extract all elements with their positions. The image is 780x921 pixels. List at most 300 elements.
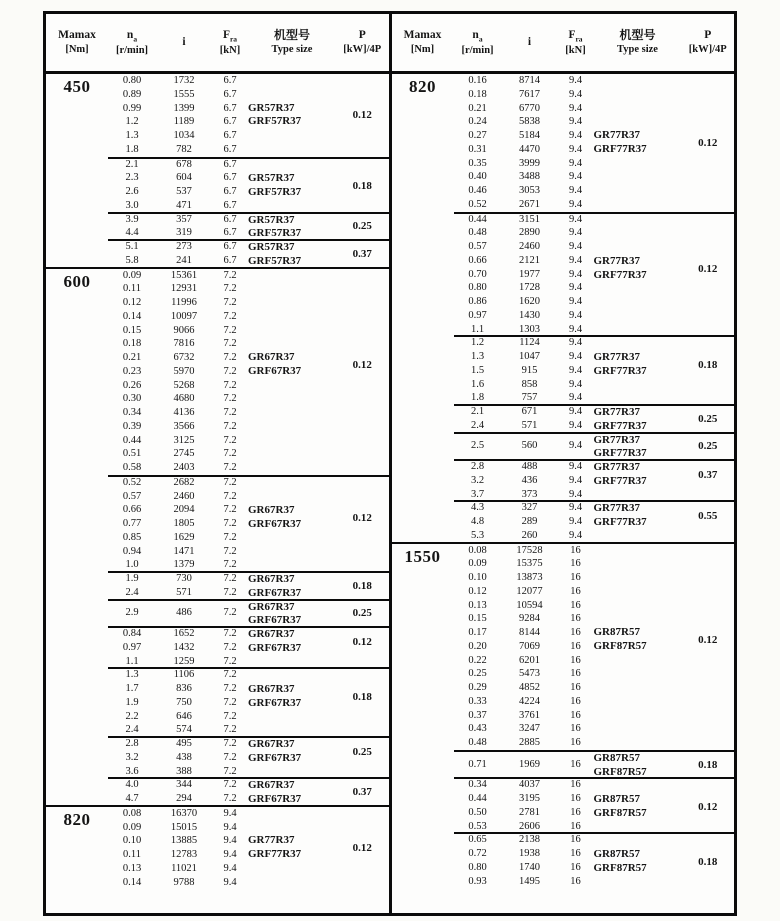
subscript: a: [478, 33, 483, 43]
radial-force-value: 9.4: [568, 75, 583, 86]
column-header-i-label: i: [182, 36, 186, 49]
ratio-value: 6732: [173, 352, 195, 363]
power-value: 0.12: [698, 136, 718, 149]
section-label-column: [46, 74, 108, 267]
ratio-value: 16370: [170, 807, 198, 819]
na-value: 0.89: [122, 88, 142, 100]
type-size: GR77R37: [593, 502, 640, 515]
radial-force-value: 7.2: [223, 751, 237, 763]
power-box: [682, 434, 735, 460]
na-value: 0.35: [468, 157, 487, 169]
na-value: 0.44: [468, 793, 487, 804]
column-header-fra-unit: [kN]: [565, 44, 586, 56]
na-value: 0.14: [122, 876, 142, 888]
ratio-value: 1303: [519, 323, 540, 335]
c-na-column: [454, 74, 502, 212]
type-size-column: [248, 269, 336, 475]
power-value: 0.25: [352, 220, 372, 233]
section-label: 820: [63, 809, 91, 829]
power-value: 0.12: [352, 358, 372, 371]
na-value: 1.1: [125, 655, 139, 667]
na-value: 0.24: [468, 116, 487, 128]
c-i-column: [156, 601, 212, 627]
radial-force-value: 6.7: [223, 75, 237, 86]
ratio-value: 1728: [519, 282, 540, 294]
type-size: GRF87R57: [593, 639, 647, 652]
radial-force-value: 16: [570, 640, 581, 652]
column-header-mamax-unit: [Nm]: [410, 44, 435, 56]
c-na-column: [108, 269, 156, 475]
radial-force-value: 7.2: [223, 269, 237, 281]
section-groups: [108, 807, 389, 890]
power-value: 0.12: [698, 633, 718, 646]
ratio-value: 1732: [173, 75, 195, 86]
na-value: 2.5: [470, 440, 485, 452]
c-i-column: [502, 834, 558, 887]
ratio-value: 319: [176, 227, 192, 239]
column-header-type-unit: Type size: [271, 44, 313, 56]
na-value: 4.4: [125, 227, 139, 239]
c-i-column: [502, 214, 558, 336]
radial-force-value: 7.2: [223, 779, 237, 791]
radial-force-value: 6.7: [223, 199, 237, 211]
power-column: [682, 779, 735, 832]
ratio-value: 9066: [173, 324, 195, 336]
na-value: 2.4: [125, 586, 139, 598]
radial-force-value: 16: [570, 806, 581, 818]
section-label: 1550: [404, 546, 441, 566]
na-value: 0.57: [122, 490, 142, 502]
power-spacer: [336, 807, 389, 835]
c-na-column: [108, 628, 156, 667]
radial-force-value: 7.2: [223, 765, 237, 777]
c-na-column: [454, 337, 502, 404]
section-label: 820: [409, 77, 436, 96]
c-fra-column: [558, 834, 594, 887]
na-value: 0.58: [122, 462, 142, 473]
ratio-value: 1124: [519, 337, 540, 349]
radial-force-value: 9.4: [223, 835, 237, 847]
na-value: 1.8: [470, 392, 485, 404]
ratio-value: 3761: [519, 709, 540, 721]
c-i-column: [502, 502, 558, 541]
type-size: GR87R57: [593, 793, 640, 805]
type-size: GR87R57: [593, 751, 640, 764]
na-value: 0.48: [468, 227, 487, 239]
ratio-value: 357: [176, 213, 192, 225]
power-column: [336, 738, 389, 777]
radial-force-value: 16: [570, 695, 581, 707]
radial-force-value: 16: [570, 558, 581, 570]
radial-force-value: 9.4: [568, 364, 583, 376]
ratio-value: 15375: [516, 558, 543, 570]
type-size: GRF77R37: [593, 142, 647, 155]
na-value: 0.31: [468, 143, 487, 155]
na-value: 0.40: [468, 171, 487, 183]
power-box: [336, 102, 389, 130]
spec-group: [108, 212, 389, 240]
type-size: GR77R37: [593, 129, 640, 141]
power-value: 0.12: [698, 262, 718, 275]
ratio-value: 2094: [173, 504, 195, 516]
type-size-column: [594, 406, 682, 432]
ratio-value: 1106: [173, 669, 195, 681]
column-header-i-label: i: [527, 36, 532, 49]
spec-group: [454, 335, 735, 404]
power-value: 0.18: [698, 358, 718, 371]
ratio-value: 1259: [173, 655, 195, 667]
radial-force-value: 16: [570, 682, 581, 693]
ratio-value: 4224: [519, 695, 540, 707]
power-value: 0.18: [698, 758, 718, 771]
ratio-value: 12077: [516, 585, 543, 597]
type-size: GR77R37: [593, 351, 640, 363]
spec-group: [108, 807, 389, 890]
type-size-column: [248, 601, 336, 627]
c-fra-column: [212, 74, 248, 157]
c-i-column: [502, 461, 558, 500]
na-value: 1.6: [470, 378, 485, 390]
radial-force-value: 7.2: [223, 324, 237, 336]
ratio-value: 571: [521, 419, 538, 431]
ratio-value: 1977: [519, 268, 540, 280]
radial-force-value: 7.2: [223, 504, 237, 516]
na-value: 0.08: [468, 544, 487, 556]
na-value: 0.17: [468, 627, 487, 638]
power-column: [682, 544, 735, 750]
spec-group: [108, 74, 389, 157]
column-header-type-unit: Type size: [617, 44, 658, 56]
c-fra-column: [558, 434, 594, 460]
type-size: GR67R37: [248, 351, 295, 363]
radial-force-value: 9.4: [568, 502, 583, 514]
power-column: [682, 337, 735, 404]
type-size: GRF57R37: [248, 254, 302, 267]
power-box: [682, 255, 735, 283]
c-fra-column: [212, 601, 248, 627]
radial-force-value: 9.4: [568, 157, 583, 169]
ratio-value: 9788: [173, 876, 195, 888]
c-na-column: [108, 779, 156, 805]
ratio-value: 11996: [171, 297, 197, 308]
radial-force-value: 9.4: [223, 849, 237, 860]
column-header-i: [502, 35, 558, 50]
radial-force-value: 9.4: [568, 185, 583, 196]
ratio-value: 858: [521, 378, 538, 390]
subscript: ra: [229, 33, 238, 43]
c-i-column: [156, 159, 212, 212]
column-header-p-unit: [kW]/4P: [343, 44, 382, 56]
c-i-column: [502, 74, 558, 212]
type-size: GR57R37: [248, 213, 295, 226]
type-size: GRF77R37: [593, 268, 647, 281]
radial-force-value: 9.4: [568, 337, 583, 349]
ratio-value: 3488: [519, 171, 540, 183]
c-fra-column: [558, 752, 594, 778]
type-size: GRF77R37: [593, 516, 647, 528]
column-header-type-label: 机型号: [273, 27, 310, 42]
radial-force-value: 7.2: [223, 669, 237, 681]
ratio-value: 1034: [173, 130, 195, 141]
type-size: GR77R37: [593, 433, 640, 446]
ratio-value: 15361: [170, 269, 198, 281]
column-header-mamax: [46, 28, 108, 57]
radial-force-value: 9.4: [223, 821, 237, 833]
type-size: GR67R37: [248, 573, 295, 585]
ratio-value: 9284: [519, 613, 540, 625]
radial-force-value: 7.2: [223, 724, 237, 736]
spec-group: [454, 404, 735, 432]
ratio-value: 4470: [519, 143, 540, 155]
ratio-value: 1047: [519, 351, 540, 362]
c-na-column: [108, 807, 156, 890]
type-size: GR87R57: [593, 848, 640, 860]
radial-force-value: 7.2: [223, 448, 237, 460]
section-label-column: [46, 807, 108, 890]
type-size: GRF77R37: [593, 364, 647, 377]
ratio-value: 436: [521, 474, 538, 486]
na-value: 0.37: [468, 709, 487, 721]
radial-force-value: 16: [570, 848, 581, 859]
radial-force-value: 16: [570, 723, 581, 735]
column-header-p: [336, 28, 389, 57]
type-size: GRF67R37: [248, 364, 302, 377]
power-spacer: [682, 834, 735, 848]
type-size-column: [248, 573, 336, 599]
type-size: GRF87R57: [593, 861, 647, 874]
ratio-value: 13873: [516, 572, 543, 583]
radial-force-value: 9.4: [568, 116, 583, 128]
c-na-column: [454, 544, 502, 750]
type-size-column: [594, 461, 682, 500]
type-size-column: [248, 628, 336, 667]
power-box: [682, 793, 735, 821]
ratio-value: 289: [521, 516, 538, 527]
ratio-value: 4136: [173, 407, 195, 418]
power-box: [682, 351, 735, 379]
radial-force-value: 9.4: [568, 143, 583, 155]
type-size: GRF67R37: [248, 696, 302, 709]
type-size: GRF77R37: [593, 474, 647, 487]
na-value: 0.66: [122, 504, 142, 516]
sections: [46, 74, 389, 913]
ratio-value: 915: [521, 364, 538, 376]
na-value: 0.44: [468, 213, 487, 225]
radial-force-value: 16: [570, 820, 581, 832]
power-box: [336, 601, 389, 627]
ratio-value: 260: [521, 529, 538, 541]
type-size: GR57R37: [248, 172, 295, 185]
power-spacer: [682, 544, 735, 627]
power-box: [336, 172, 389, 200]
na-value: 0.94: [122, 545, 142, 557]
column-header-mamax-label: Mamax: [403, 29, 442, 42]
column-header-na-label: $n_a$: [126, 28, 138, 43]
ratio-value: 671: [521, 406, 538, 417]
ratio-value: 15015: [170, 821, 198, 833]
type-size-column: [248, 74, 336, 157]
c-fra-column: [558, 461, 594, 500]
radial-force-value: 7.2: [223, 518, 237, 529]
type-size: GRF67R37: [248, 751, 302, 764]
na-value: 0.26: [122, 379, 142, 391]
na-value: 1.2: [125, 116, 139, 128]
type-size: GRF57R37: [248, 115, 302, 128]
radial-force-value: 6.7: [223, 213, 237, 225]
na-value: 0.20: [468, 640, 487, 652]
ratio-value: 1471: [173, 545, 195, 557]
type-size-column: [248, 477, 336, 571]
na-value: 0.18: [468, 88, 487, 100]
radial-force-value: 6.7: [223, 116, 237, 128]
section-1550: [392, 542, 735, 888]
ratio-value: 537: [176, 186, 192, 197]
na-value: 0.29: [468, 682, 487, 693]
power-value: 0.55: [698, 510, 718, 522]
na-value: 4.0: [125, 779, 139, 791]
column-header-p-unit: [kW]/4P: [688, 44, 727, 56]
na-value: 4.3: [470, 502, 485, 514]
c-na-column: [454, 752, 502, 778]
radial-force-value: 7.2: [223, 641, 237, 653]
ratio-value: 1495: [519, 875, 540, 887]
radial-force-value: 9.4: [568, 296, 583, 307]
c-fra-column: [212, 477, 248, 571]
ratio-value: 2885: [519, 737, 540, 748]
ratio-value: 3053: [519, 185, 540, 196]
power-value: 0.12: [352, 635, 372, 648]
na-value: 0.86: [468, 296, 487, 307]
c-fra-column: [212, 738, 248, 777]
ratio-value: 495: [176, 738, 192, 749]
c-i-column: [502, 544, 558, 750]
radial-force-value: 9.4: [568, 268, 583, 280]
ratio-value: 13885: [170, 835, 198, 847]
na-value: 0.10: [468, 572, 487, 583]
c-i-column: [156, 807, 212, 890]
c-i-column: [156, 738, 212, 777]
ratio-value: 7816: [173, 338, 195, 350]
ratio-value: 344: [176, 779, 192, 791]
ratio-value: 646: [176, 710, 192, 722]
ratio-value: 1938: [519, 848, 540, 859]
c-na-column: [454, 434, 502, 460]
power-box: [336, 683, 389, 711]
radial-force-value: 6.7: [223, 158, 237, 170]
section-450: [46, 74, 389, 267]
power-column: [336, 159, 389, 212]
ratio-value: 678: [176, 158, 192, 170]
ratio-value: 1430: [519, 309, 540, 321]
radial-force-value: 7.2: [223, 379, 237, 391]
radial-force-value: 16: [570, 709, 581, 721]
power-box: [682, 626, 735, 654]
radial-force-value: 9.4: [568, 461, 583, 472]
type-size: GR77R37: [593, 406, 640, 418]
type-size: GRF87R57: [593, 765, 647, 778]
spec-group: [454, 212, 735, 336]
subscript: ra: [575, 33, 583, 43]
type-size: GR67R37: [248, 683, 295, 695]
na-value: 0.84: [122, 628, 142, 639]
na-value: 3.6: [125, 765, 139, 777]
power-column: [682, 461, 735, 500]
power-box: [336, 573, 389, 599]
ratio-value: 373: [521, 488, 538, 500]
power-column: [682, 74, 735, 212]
na-value: 0.52: [468, 198, 487, 210]
na-value: 2.4: [125, 724, 139, 736]
power-box: [682, 752, 735, 778]
na-value: 0.23: [122, 365, 142, 377]
column-header-fra: [558, 28, 594, 58]
radial-force-value: 7.2: [223, 710, 237, 722]
power-column: [336, 573, 389, 599]
ratio-value: 8714: [519, 75, 540, 86]
radial-force-value: 9.4: [568, 406, 583, 417]
table-half-left: [46, 14, 389, 913]
c-na-column: [108, 738, 156, 777]
ratio-value: 2745: [173, 448, 195, 460]
c-fra-column: [212, 241, 248, 267]
na-value: 2.9: [125, 607, 139, 619]
spec-group: [454, 832, 735, 887]
ratio-value: 2682: [173, 476, 195, 488]
spec-group: [454, 432, 735, 460]
type-size-column: [594, 434, 682, 460]
na-value: 0.50: [468, 806, 487, 818]
na-value: 0.13: [122, 862, 142, 874]
radial-force-value: 7.2: [223, 655, 237, 667]
ratio-value: 294: [176, 793, 192, 804]
na-value: 0.21: [122, 352, 142, 363]
radial-force-value: 7.2: [223, 365, 237, 377]
na-value: 3.2: [470, 474, 485, 486]
ratio-value: 3151: [519, 213, 540, 225]
ratio-value: 7617: [519, 88, 540, 100]
ratio-value: 4852: [519, 682, 540, 693]
c-na-column: [108, 159, 156, 212]
ratio-value: 10594: [516, 599, 543, 611]
radial-force-value: 9.4: [568, 474, 583, 486]
na-value: 0.10: [122, 835, 142, 847]
c-fra-column: [212, 628, 248, 667]
power-column: [682, 434, 735, 460]
power-value: 0.18: [698, 855, 718, 868]
type-size: GR77R37: [593, 254, 640, 267]
na-value: 0.48: [468, 737, 487, 748]
power-column: [336, 807, 389, 890]
radial-force-value: 7.2: [223, 696, 237, 708]
type-size-column: [248, 779, 336, 805]
ratio-value: 3999: [519, 157, 540, 169]
c-i-column: [156, 214, 212, 240]
na-value: 0.80: [468, 282, 487, 294]
radial-force-value: 16: [570, 737, 581, 748]
na-value: 3.9: [125, 213, 139, 225]
radial-force-value: 7.2: [223, 297, 237, 308]
column-header-na-label: $n_a$: [472, 28, 483, 43]
power-value: 0.12: [698, 800, 718, 813]
na-value: 2.4: [470, 419, 485, 431]
ratio-value: 1629: [173, 531, 195, 543]
na-value: 0.53: [468, 820, 487, 832]
column-header-type: [248, 28, 336, 57]
radial-force-value: 7.2: [223, 407, 237, 418]
c-fra-column: [212, 159, 248, 212]
radial-force-value: 16: [570, 599, 581, 611]
c-na-column: [108, 74, 156, 157]
